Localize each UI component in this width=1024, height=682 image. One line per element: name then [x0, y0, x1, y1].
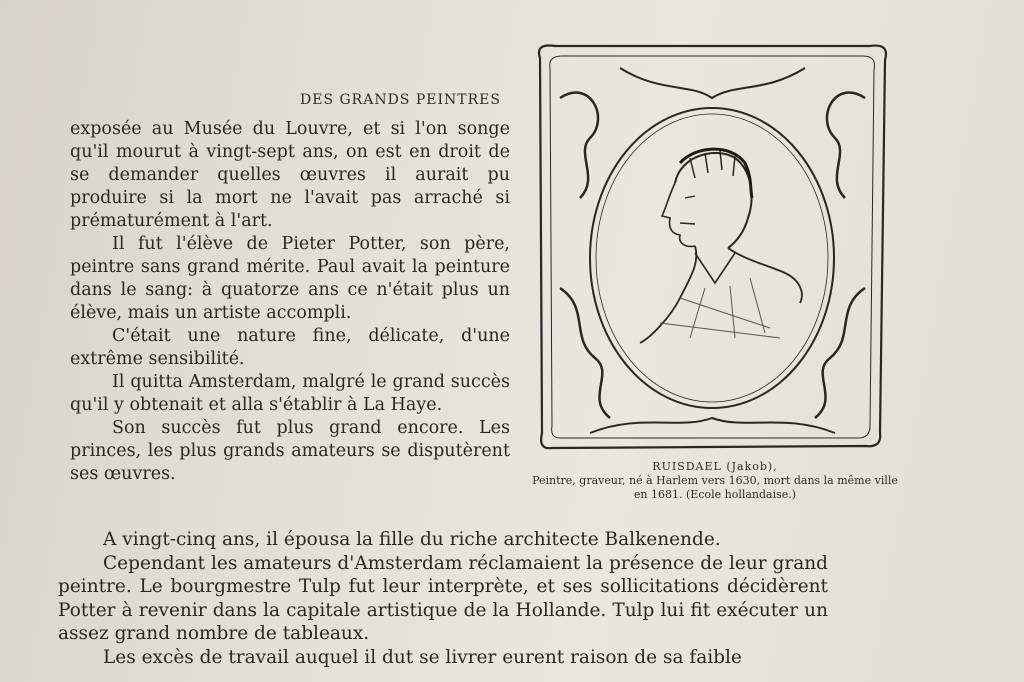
text-full-width	[58, 528, 828, 669]
paragraph: C'était une nature fine, délicate, d'une extrême sensibilité.	[70, 326, 510, 369]
paragraph: Il quitta Amsterdam, malgré le grand succès qu'il y obtenait et alla s'établir à La Haye.	[70, 372, 510, 415]
paragraph: Son succès fut plus grand encore. Les princes, les plus grands amateurs se disputèrent ses œuvres.	[70, 418, 510, 484]
figure-caption	[525, 460, 905, 502]
paragraph: Les excès de travail auquel il dut se livrer eurent raison de sa faible	[103, 646, 742, 668]
running-header: DES GRANDS PEINTRES	[300, 92, 501, 108]
paragraph: exposée au Musée du Louvre, et si l'on songe qu'il mourut à vingt-sept ans, on est en droit de se demander quelles œuvres il aurait pu produire si la mort ne l'avait pas arraché si prématurément à l'art.	[70, 119, 510, 231]
portrait-illustration	[530, 38, 895, 451]
caption-title: RUISDAEL (Jakob),	[652, 460, 778, 473]
paragraph: A vingt-cinq ans, il épousa la fille du riche architecte Balkenende.	[103, 529, 721, 550]
caption-line: Peintre, graveur, né à Harlem vers 1630, mort dans la même ville	[532, 474, 898, 487]
text-column	[70, 118, 510, 486]
paragraph: Il fut l'élève de Pieter Potter, son père, peintre sans grand mérite. Paul avait la peinture dans le sang: à quatorze ans ce n'était plus un élève, mais un artiste accompli.	[70, 234, 510, 323]
caption-line: en 1681. (Ecole hollandaise.)	[633, 488, 797, 501]
paragraph: Cependant les amateurs d'Amsterdam réclamaient la présence de leur grand peintre. Le bourgmestre Tulp fut leur interprète, et ses sollicitations décidèrent Potter à revenir dans la capitale artistique de la Hollande. Tulp lui fit exécuter un assez grand nombre de tableaux.	[58, 552, 828, 644]
